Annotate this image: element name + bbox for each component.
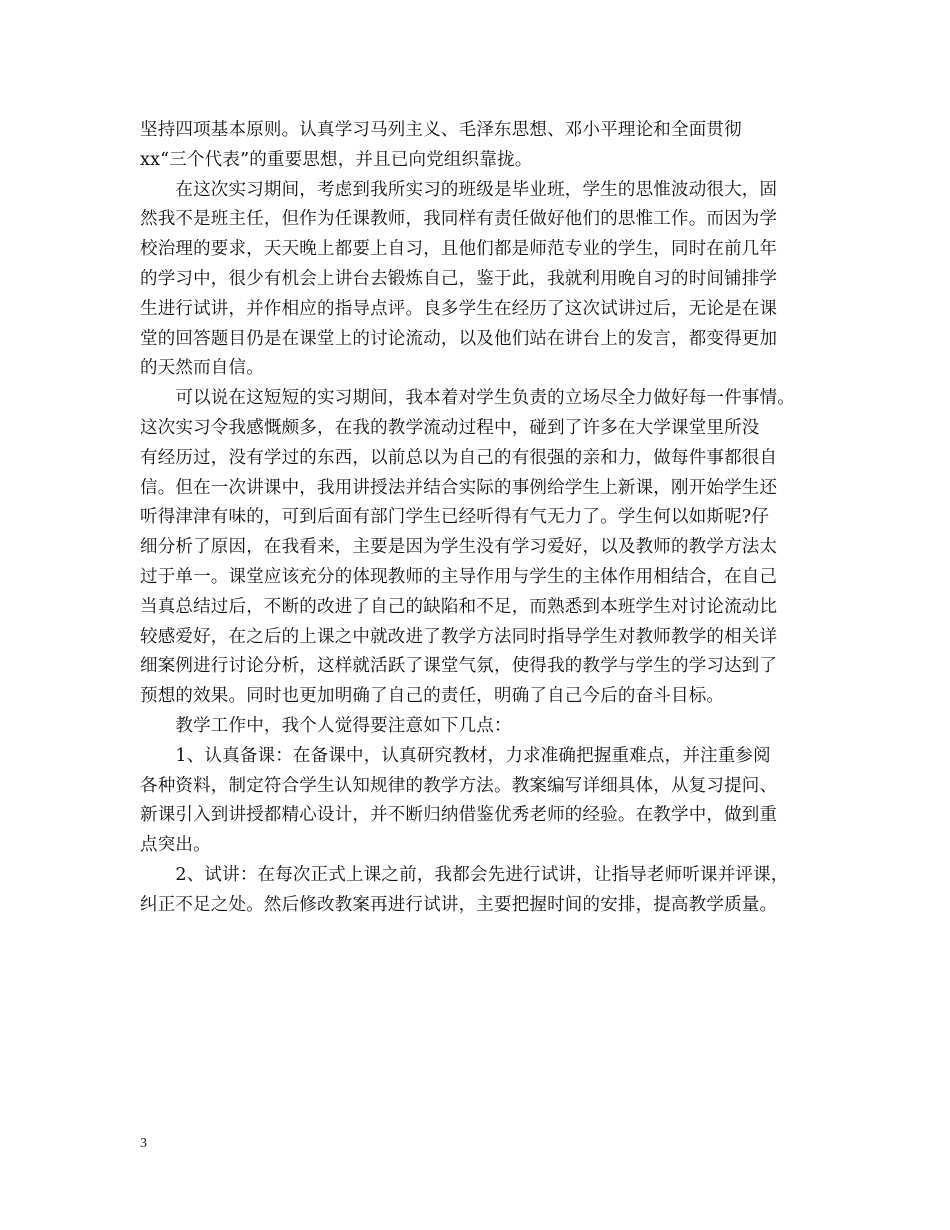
text-line: 听得津津有味的，可到后面有部门学生已经听得有气无力了。学生何以如斯呢?仔 (140, 507, 770, 528)
text-line: 然我不是班主任，但作为任课教师，我同样有责任做好他们的思惟工作。而因为学 (140, 209, 778, 230)
text-line: 过于单一。课堂应该充分的体现教师的主导作用与学生的主体作用相结合，在自己 (140, 566, 778, 587)
text-line: 堂的回答题目仍是在课堂上的讨论流动，以及他们站在讲台上的发言，都变得更加 (140, 328, 778, 349)
text-line: 坚持四项基本原则。认真学习马列主义、毛泽东思想、邓小平理论和全面贯彻 (140, 120, 742, 140)
text-line: 的学习中，很少有机会上讲台去锻炼自己，鉴于此，我就利用晚自习的时间铺排学 (140, 268, 778, 289)
text-line: 较感爱好，在之后的上课之中就改进了教学方法同时指导学生对教师教学的相关详 (140, 626, 778, 647)
text-line: 2、试讲：在每次正式上课之前，我都会先进行试讲，让指导老师听课并评课， (140, 864, 789, 885)
text-line: 预想的效果。同时也更加明确了自己的责任，明确了自己今后的奋斗目标。 (140, 686, 725, 707)
text-line: 的天然而自信。 (140, 358, 264, 379)
text-line: 教学工作中，我个人觉得要注意如下几点： (140, 715, 512, 736)
text-line: 各种资料，制定符合学生认知规律的教学方法。教案编写详细具体，从复习提问、 (140, 775, 778, 796)
text-line: 在这次实习期间，考虑到我所实习的班级是毕业班，学生的思惟波动很大，固 (140, 179, 778, 200)
text-line: 生进行试讲，并作相应的指导点评。良多学生在经历了这次试讲过后，无论是在课 (140, 298, 778, 319)
text-line: 校治理的要求，天天晚上都要上自习，且他们都是师范专业的学生，同时在前几年 (140, 239, 778, 260)
text-line: 细分析了原因，在我看来，主要是因为学生没有学习爱好，以及教师的教学方法太 (140, 537, 778, 558)
text-line: 细案例进行讨论分析，这样就活跃了课堂气氛，使得我的教学与学生的学习达到了 (140, 656, 778, 677)
text-line: 有经历过，没有学过的东西，以前总以为自己的有很强的亲和力，做每件事都很自 (140, 447, 778, 468)
page-number: 3 (140, 1136, 147, 1151)
text-line: 信。但在一次讲课中，我用讲授法并结合实际的事例给学生上新课，刚开始学生还 (140, 477, 778, 498)
text-line: xx“三个代表”的重要思想，并且已向党组织靠拢。 (140, 149, 533, 170)
text-line: 点突出。 (140, 835, 211, 856)
text-line: 1、认真备课：在备课中，认真研究教材，力求准确把握重难点，并注重参阅 (140, 745, 771, 766)
body-text (140, 116, 840, 921)
text-line: 可以说在这短短的实习期间，我本着对学生负责的立场尽全力做好每一件事情。 (140, 388, 795, 409)
text-line: 这次实习令我感慨颇多，在我的教学流动过程中，碰到了许多在大学课堂里所没 (140, 417, 760, 438)
text-line: 当真总结过后，不断的改进了自己的缺陷和不足，而熟悉到本班学生对讨论流动比 (140, 596, 778, 617)
text-line: 纠正不足之处。然后修改教案再进行试讲，主要把握时间的安排，提高教学质量。 (140, 894, 778, 915)
text-line: 新课引入到讲授都精心设计，并不断归纳借鉴优秀老师的经验。在教学中，做到重 (140, 805, 778, 826)
